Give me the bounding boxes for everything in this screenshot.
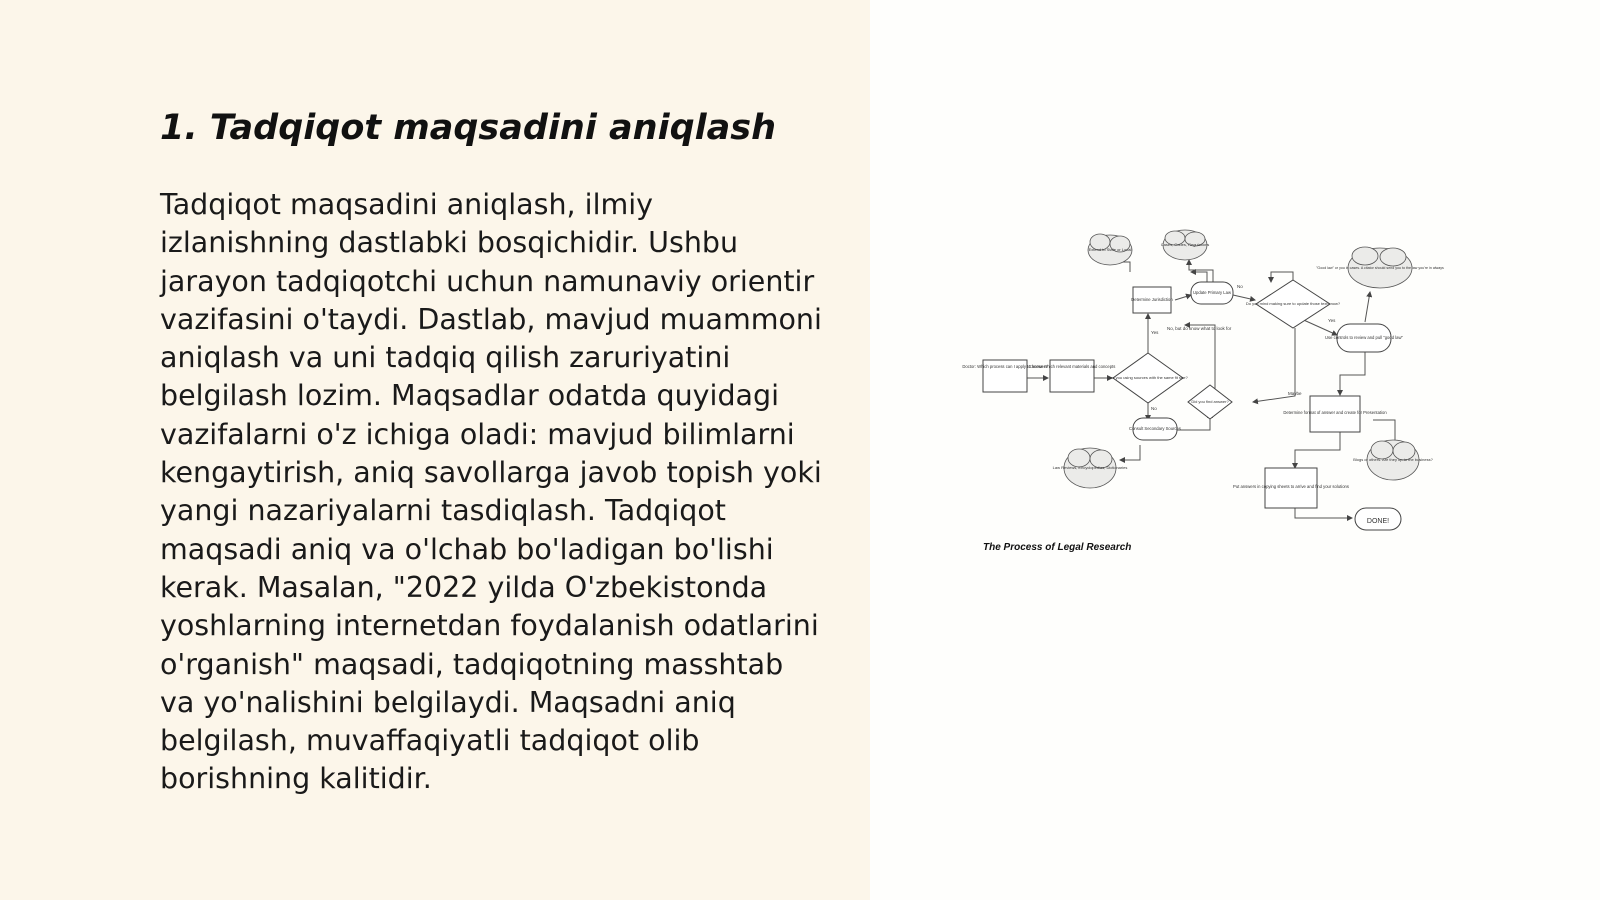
edge-label-maybe: Maybe [1288,391,1302,396]
node-put-answers [1233,468,1349,508]
determine-answer-label: Determine format of answer and create for Presentation [1283,410,1387,415]
cloud-cases-codes-label: Cases, Codes, Regulations [1160,242,1210,247]
edge-label-no-where: No, but do know what to look for [1167,326,1232,331]
edge-label-no-2: No [1237,284,1243,289]
put-answers-label: Put answers in copying sheets to arrive and find your solutions [1233,484,1349,489]
slide-title: 1. Tadqiqot maqsadini aniqlash [160,108,776,148]
diamond-update-label: Do you mind making sure to update those texts now? [1245,301,1341,306]
edge-label-no-1: No [1151,406,1157,411]
node-choose [1029,360,1116,392]
node-update-primary-law [1191,282,1233,304]
legal-research-flowchart [962,230,1444,560]
flowchart-svg [962,230,1444,560]
cloud-blogs-label: Blogs or others. Are they up to the business? [1353,457,1433,462]
node-diamond-answer [1188,385,1232,419]
node-determine-answer [1283,396,1387,432]
cloud-extend-state-label: Extend to State or Local [1088,247,1132,252]
consult-secondary-label: Consult Secondary Sources [1129,426,1181,431]
done-label: DONE! [1366,518,1390,525]
update-primary-label: Update Primary Law [1193,290,1231,295]
node-start-label: Doctor: Which process can I apply to answer? [962,364,1048,369]
node-diamond-sources [1108,353,1188,403]
diamond-answer-label: Did you find answer? [1191,399,1229,404]
edge-label-yes-2: Yes [1328,318,1336,323]
node-done [1355,508,1401,530]
node-consult-secondary [1129,418,1181,440]
determine-jurisdiction-label: Determine Jurisdiction [1131,297,1173,302]
slide-body-text: Tadqiqot maqsadini aniqlash, ilmiy izlanishning dastlabki bosqichidir. Ushbu jarayon tadqiqotchi uchun namunaviy orientir vazifasini o'taydi. Dastlab, mavjud muammoni aniqlash va uni tadqiq qilish zaruriyatini belgilash lozim. Maqsadlar odatda quyidagi vazifalarni o'z ichiga oladi: mavjud bilimlarni kengaytirish, aniq savollarga javob topish yoki yangi nazariyalarni tasdiqlash. Tadqiqot maqsadi aniq va o'lchab bo'ladigan bo'lishi kerak. Masalan, "2022 yilda O'zbekistonda yoshlarning internetdan foydalanish odatlarini o'rganish" maqsadi, tadqiqotning masshtab va yo'nalishini belgilaydi. Maqsadni aniq belgilash, muvaffaqiyatli tadqiqot olib borishning kalitidir. [160,188,822,796]
node-diamond-update [1246,280,1341,328]
edge-label-yes-1: Yes [1151,330,1159,335]
node-use-controls [1325,324,1403,352]
node-choose-label: Choose which relevant materials and concepts [1028,364,1116,369]
use-controls-label: Use controls to review and pull "good law" [1325,335,1403,340]
diamond-sources-label: Are you using sources with the same fit see? [1108,375,1188,380]
cloud-law-reviews-label: Law Reviews, Encyclopedias, Dictionaries [1052,465,1128,470]
figure-caption: The Process of Legal Research [983,542,1132,553]
node-determine-jurisdiction [1131,287,1173,313]
cloud-good-law-label: "Good law" or you in cases. A citator should send you to the law you're in always [1316,266,1444,270]
